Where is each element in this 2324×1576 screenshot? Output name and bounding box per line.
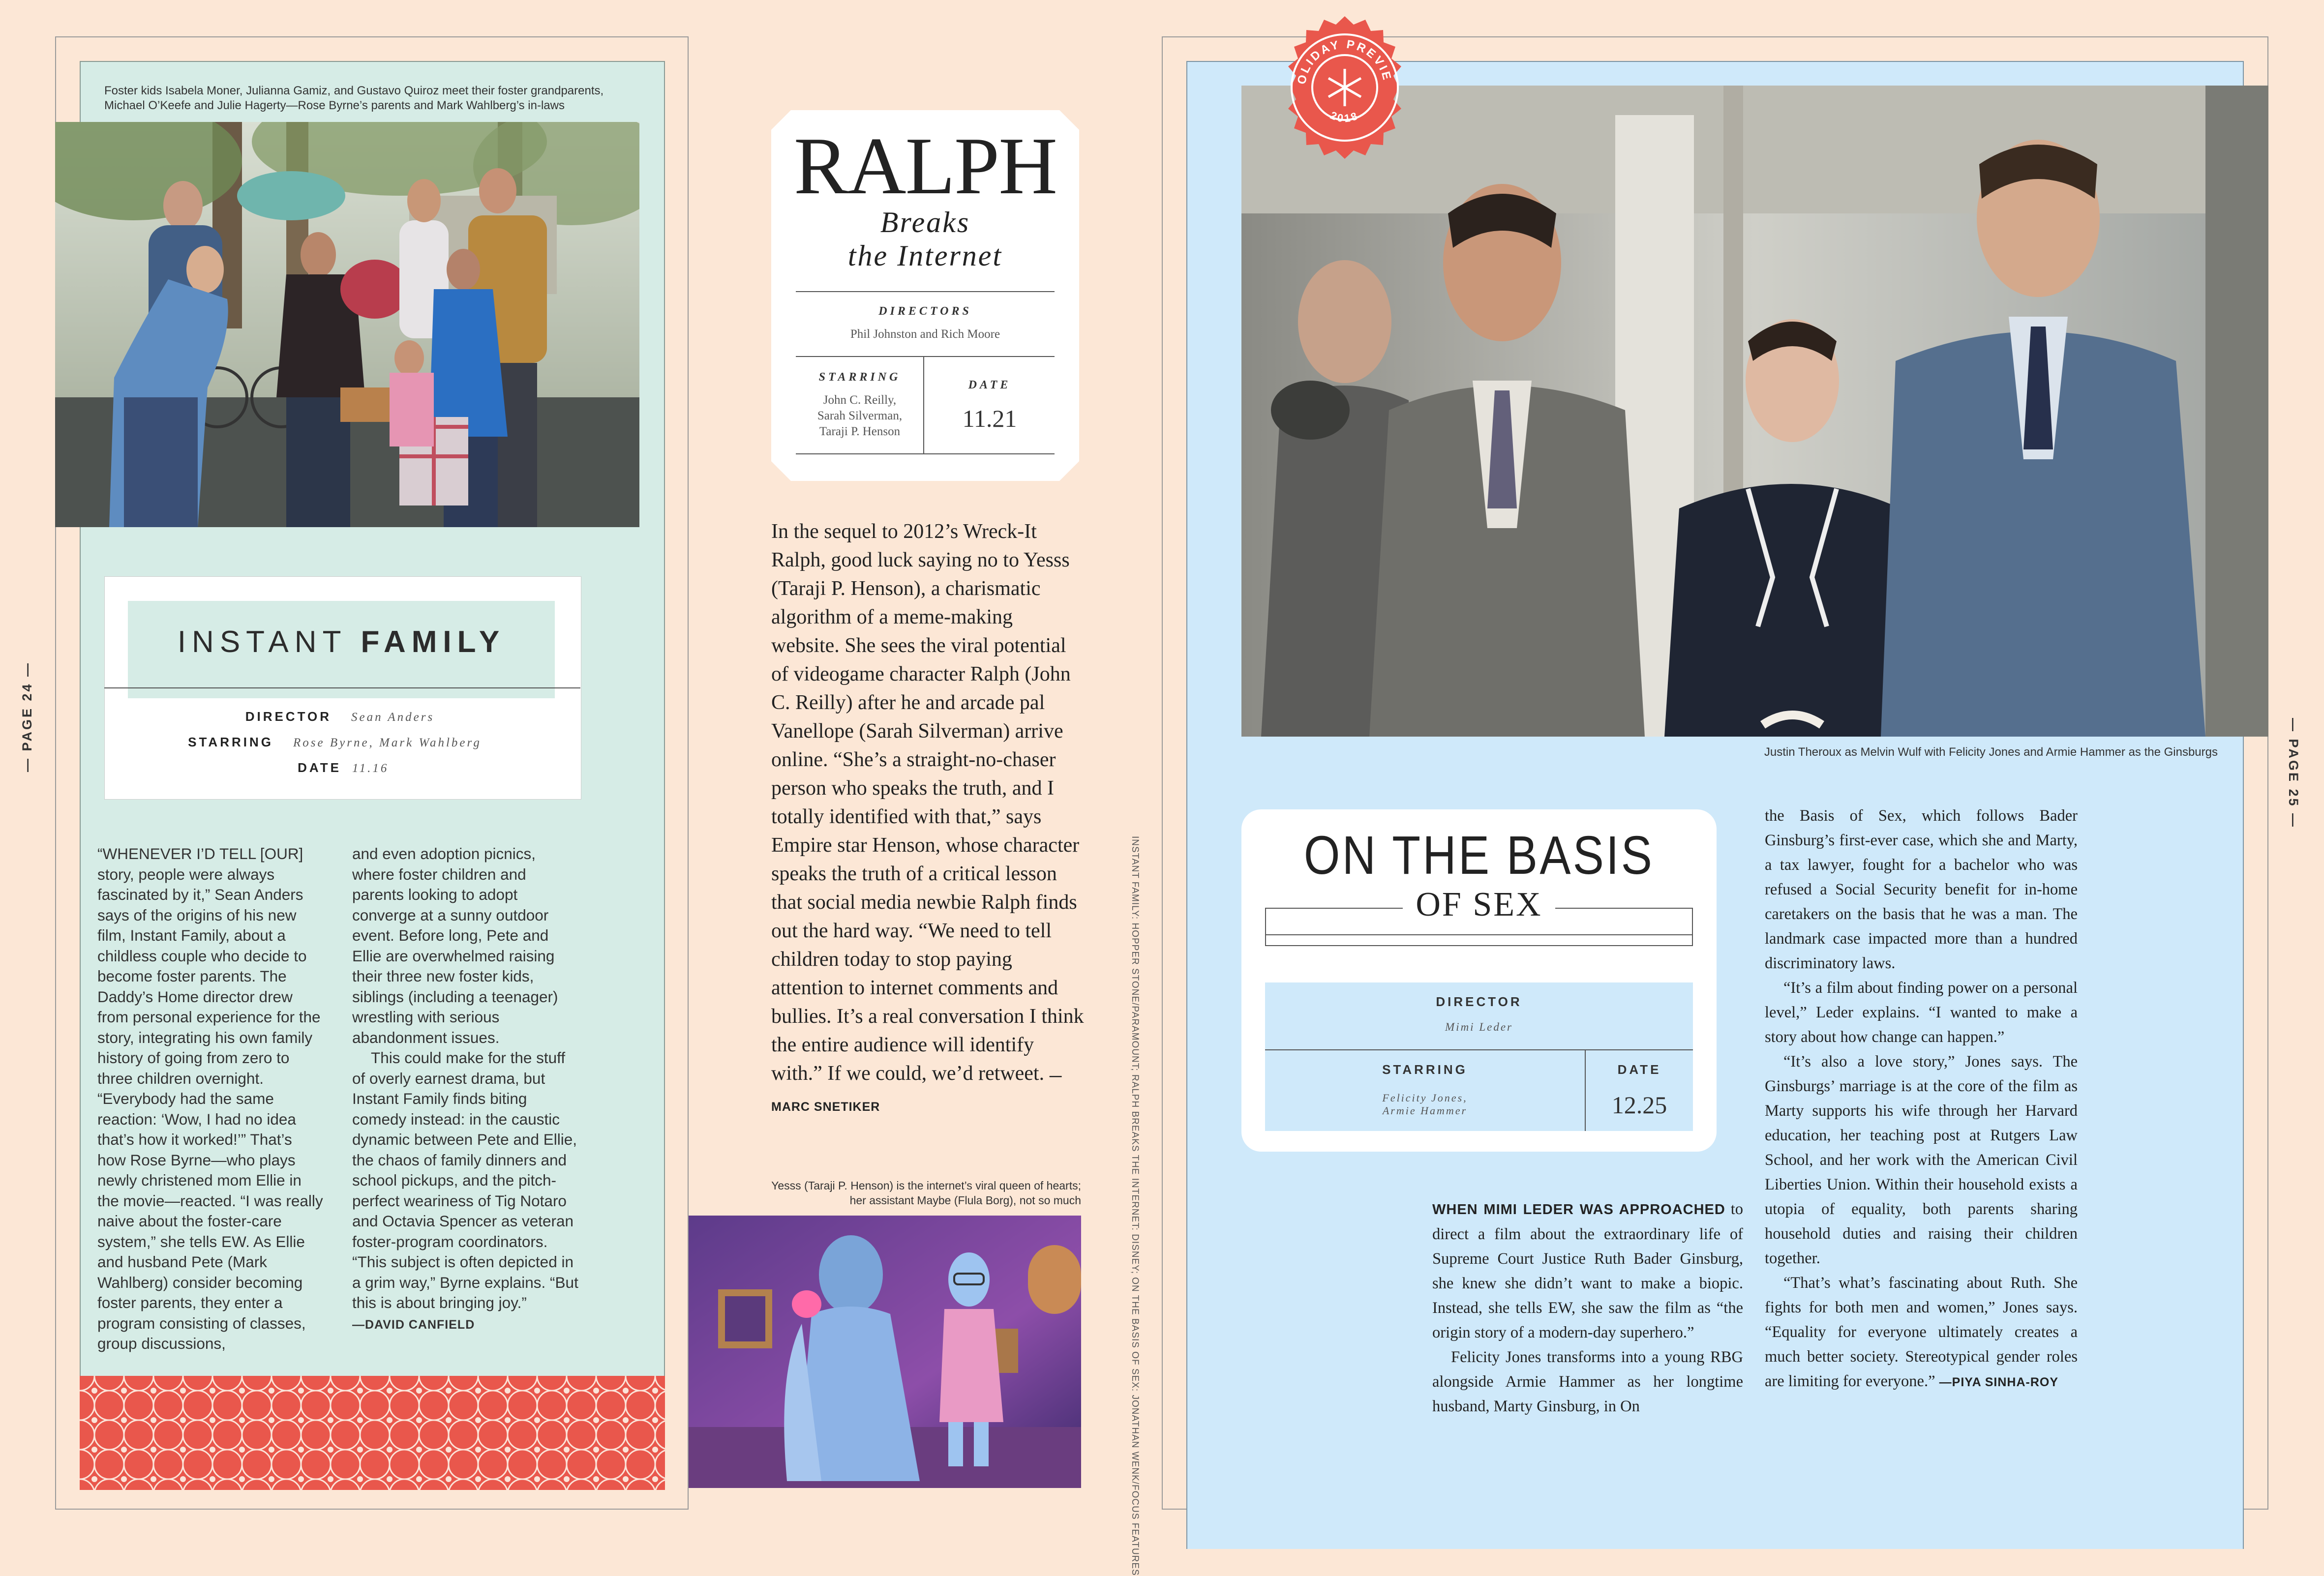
directors-label: DIRECTORS [878, 305, 972, 318]
directors-value: Phil Johnston and Rich Moore [850, 327, 1000, 341]
instant-family-title: INSTANT FAMILY [177, 625, 506, 659]
article-paragraph: “WHENEVER I’D TELL [OUR] story, people were always fascinated by it,” Sean Anders says of the origins of his new film, Instant Family, about a childless couple who decide to become foster parents. The Daddy’s Home director drew from personal experience for the story, integrating his own family history of going from zero to three children overnight. “Everybody had the same reaction: ‘Wow, I had no idea that’s how it worked!’” That’s how Rose Byrne—who plays newly christened mom Ellie in the movie—reacted. “I was really naive about the foster-care system,” she tells EW. As Ellie and husband Pete (Mark Wahlberg) consider becoming foster parents, they enter a program consisting of classes, group discussions, [97, 845, 323, 1352]
instant-family-photo [55, 122, 639, 527]
title-rule [1265, 934, 1693, 935]
credits-divider [1265, 1049, 1693, 1050]
date-label: DATE [298, 760, 341, 775]
ralph-article-body [771, 517, 1086, 1121]
instant-family-column-2 [352, 844, 579, 1335]
title-rule [1265, 945, 1693, 946]
page-number-24: — PAGE 24 — [20, 661, 34, 772]
byline: —DAVID CANFIELD [352, 1317, 475, 1332]
article-paragraph: This could make for the stuff of overly earnest drama, but Instant Family finds biting comedy instead: in the caustic dynamic between Pete and Ellie, the chaos of family dinners and school pickups, and the pitch-perfect weariness of Tig Notaro and Octavia Spencer as veteran foster-program coordinators. “This subject is often depicted in a grim way,” Byrne explains. “But this is about bringing joy.” [352, 1049, 578, 1311]
article-paragraph: WHEN MIMI LEDER WAS APPROACHED to direct a film about the extraordinary life of Supreme Court Justice Ruth Bader Ginsburg, she knew she didn’t want to make a biopic. Instead, she tells EW, she saw the film as “the origin story of a modern-day superhero.” [1432, 1200, 1743, 1341]
byline: —MARC SNETIKER [771, 1069, 1062, 1114]
ralph-subtitle: Breaks the Internet [847, 206, 1003, 272]
instant-family-photo-caption: Foster kids Isabela Moner, Julianna Gamiz, and Gustavo Quiroz meet their foster grandparents, Michael O’Keefe and Julie Hagerty—Rose Byrne’s parents and Mark Wahlberg’s in-laws [104, 84, 604, 112]
on-the-basis-subtitle: OF SEX [1241, 885, 1717, 924]
date-value: 11.16 [352, 762, 389, 775]
ralph-photo [689, 1216, 1081, 1488]
photo-credits: INSTANT FAMILY: HOPPER STONE/PARAMOUNT; RALPH BREAKS THE INTERNET: DISNEY; ON THE BASIS OF SEX: JONATHAN WENK/FOCUS FEATURES [1130, 836, 1140, 1576]
on-the-basis-photo-caption: Justin Theroux as Melvin Wulf with Felicity Jones and Armie Hammer as the Ginsburgs [1764, 745, 2218, 759]
date-label: DATE [1617, 1062, 1661, 1077]
card-divider [796, 356, 1055, 357]
director-value: Mimi Leder [1445, 1021, 1513, 1033]
date-label: DATE [968, 379, 1011, 391]
starring-value: John C. Reilly, Sarah Silverman, Taraji P. Henson [817, 393, 903, 438]
article-paragraph: Felicity Jones transforms into a young RBG alongside Armie Hammer as her longtime husband, Marty Ginsburg, in On [1432, 1348, 1743, 1415]
date-value: 12.25 [1611, 1091, 1667, 1119]
title-divider [104, 687, 580, 688]
instant-family-date-row [104, 760, 580, 775]
instant-family-director-row [104, 709, 580, 724]
starring-label: STARRING [818, 371, 901, 384]
on-the-basis-column-2 [1765, 803, 2078, 1395]
article-paragraph: and even adoption picnics, where foster children and parents looking to adopt converge at a sunny outdoor event. Before long, Pete and Ellie are overwhelmed raising their three new foster kids, siblings (including a teenager) wrestling with serious abandonment issues. [352, 845, 558, 1046]
byline: —PIYA SINHA-ROY [1939, 1375, 2059, 1389]
director-label: DIRECTOR [1436, 994, 1522, 1009]
card-divider [796, 291, 1055, 292]
starring-value: Rose Byrne, Mark Wahlberg [293, 736, 482, 749]
article-paragraph: In the sequel to 2012’s Wreck-It Ralph, good luck saying no to Yesss (Taraji P. Henson), a charismatic algorithm of a meme-making website. She sees the viral potential of videogame character Ralph (John C. Reilly) after he and arcade pal Vanellope (Sarah Silverman) arrive online. “She’s a straight-no-chaser person who speaks the truth, and I totally identified with that,” says Empire star Henson, whose character speaks the truth of a critical lesson that social media newbie Ralph finds out the hard way. “We need to tell children today to stop paying attention to internet comments and bullies. It’s a real conversation I think the entire audience will identify with.” If we could, we’d retweet. —MARC SNETIKER [771, 520, 1084, 1114]
article-paragraph: “That’s what’s fascinating about Ruth. She fights for both men and women,” Jones says. “Equality for everyone ultimately creates a much better society. Stereotypical gender roles are limiting for everyone.” —PIYA SINHA-ROY [1765, 1274, 2078, 1390]
card-divider [796, 453, 1055, 454]
badge-label-bottom: 2018 [1328, 109, 1361, 125]
starring-label: STARRING [1382, 1062, 1468, 1077]
director-label: DIRECTOR [245, 709, 332, 724]
page-number-25: — PAGE 25 — [2286, 718, 2301, 829]
ralph-photo-caption: Yesss (Taraji P. Henson) is the internet’s viral queen of hearts; her assistant Maybe (Flula Borg), not so much [771, 1179, 1081, 1207]
ralph-title: RALPH [793, 120, 1057, 211]
on-the-basis-photo [1241, 86, 2268, 737]
date-value: 11.21 [962, 405, 1017, 432]
holiday-preview-badge [1271, 14, 1419, 161]
article-paragraph: “It’s a film about finding power on a personal level,” Leder explains. “I wanted to make a story about how change can happen.” [1765, 979, 2078, 1046]
lead-in: WHEN MIMI LEDER WAS APPROACHED [1432, 1202, 1725, 1218]
article-paragraph: the Basis of Sex, which follows Bader Ginsburg’s first-ever case, which she and Marty, a tax lawyer, fought for a bachelor who was refused a Social Security benefit for in-home caretakers on the basis that he was a man. The landmark case impacted more than a hundred discriminatory laws. [1765, 807, 2078, 972]
on-the-basis-column-1 [1432, 1197, 1743, 1419]
badge-label-top: OLIDAY PREVIE [1295, 37, 1394, 86]
quilt-pattern-decoration [80, 1376, 665, 1490]
on-the-basis-title: ON THE BASIS [1303, 825, 1655, 886]
instant-family-starring-row [104, 735, 580, 750]
starring-value: Felicity Jones, Armie Hammer [1382, 1092, 1468, 1117]
article-paragraph: “It’s also a love story,” Jones says. The Ginsburgs’ marriage is at the core of the film as Marty supports his wife through her Harvard education, her teaching post at Rutgers Law School, and her work with the American Civil Liberties Union. Within their household exists a utopia of equality, both parents sharing household duties and raising their children together. [1765, 1053, 2078, 1267]
instant-family-column-1 [97, 844, 325, 1354]
starring-label: STARRING [188, 735, 273, 749]
director-value: Sean Anders [351, 711, 435, 724]
